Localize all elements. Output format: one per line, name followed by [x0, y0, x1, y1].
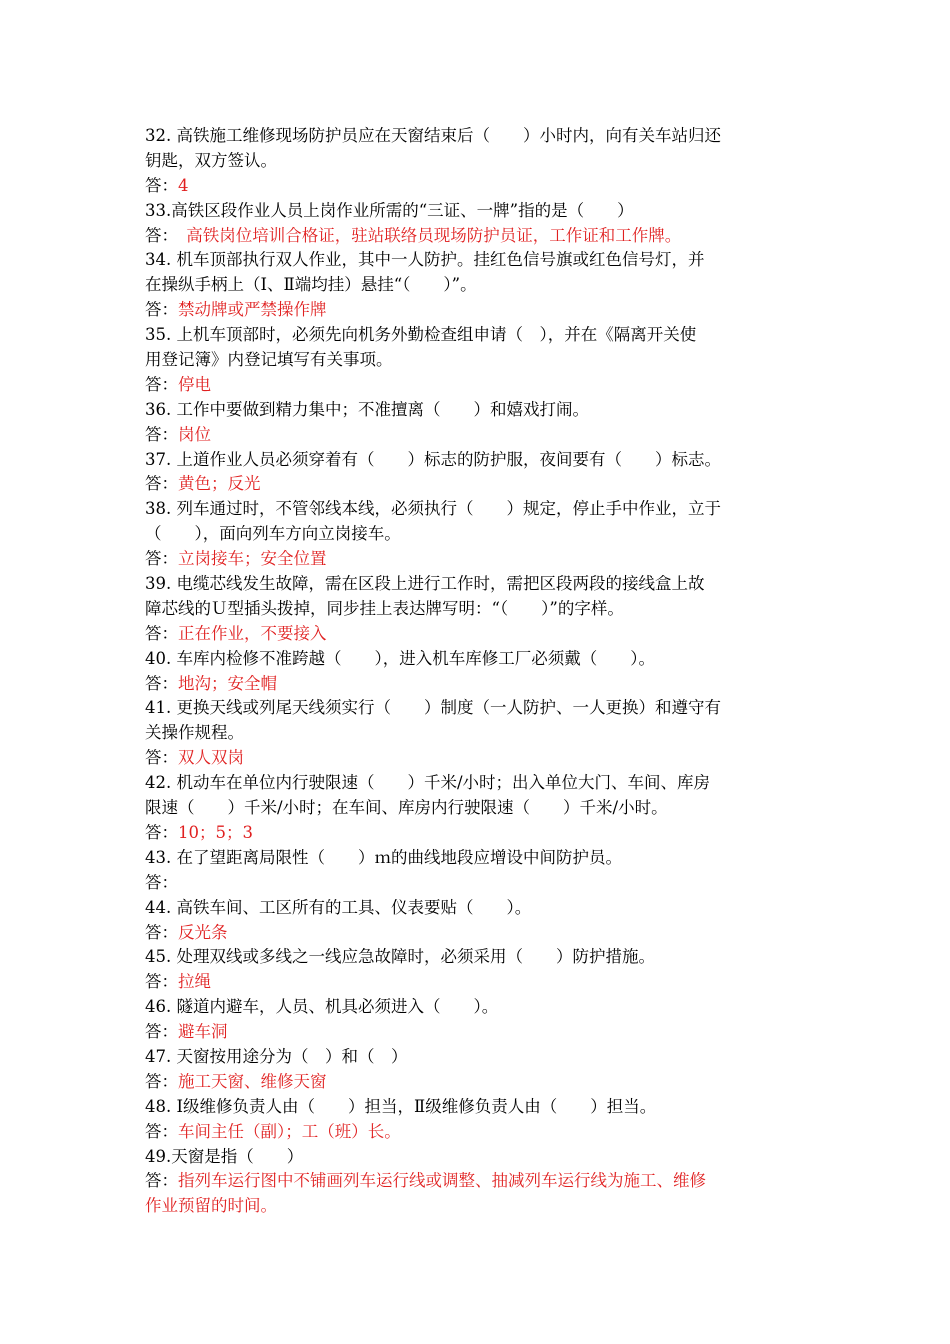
- answer-label: 答：: [145, 872, 178, 892]
- question-text: 33.高铁区段作业人员上岗作业所需的“三证、一牌”指的是（ ）: [145, 200, 634, 220]
- question-text: 42. 机动车在单位内行驶限速（ ）千米/小时；出入单位大门、车间、库房: [145, 773, 711, 793]
- question-text: 48. Ⅰ级维修负责人由（ ）担当，Ⅱ级维修负责人由（ ）担当。: [145, 1096, 657, 1116]
- answer-continuation: [145, 1194, 809, 1219]
- answer-value: 双人双岗: [178, 748, 244, 768]
- answer-label: 答：: [145, 1071, 178, 1091]
- answer-value: 反光条: [178, 922, 228, 942]
- question-33: [145, 199, 809, 249]
- answer-value: 地沟；安全帽: [178, 673, 277, 693]
- answer-value: 正在作业，不要接入: [178, 623, 327, 643]
- question-text: 45. 处理双线或多线之一线应急故障时，必须采用（ ）防护措施。: [145, 947, 655, 967]
- question-48: [145, 1095, 809, 1145]
- answer-line: [145, 298, 809, 323]
- question-42: [145, 771, 809, 846]
- answer-label: 答：: [145, 972, 178, 992]
- question-text: 44. 高铁车间、工区所有的工具、仪表要贴（ ）。: [145, 897, 532, 917]
- answer-value: 高铁岗位培训合格证，驻站联络员现场防护员证，工作证和工作牌。: [169, 225, 682, 245]
- answer-line: [145, 921, 809, 946]
- answer-label: 答：: [145, 474, 178, 494]
- question-47: [145, 1045, 809, 1095]
- question-text: 37. 上道作业人员必须穿着有（ ）标志的防护服，夜间要有（ ）标志。: [145, 449, 721, 469]
- question-text: 障芯线的Ｕ型插头拨掉，同步挂上表达牌写明：“（ ）”的字样。: [145, 598, 624, 618]
- answer-label: 答：: [145, 623, 178, 643]
- question-34: [145, 248, 809, 323]
- question-40: [145, 647, 809, 697]
- answer-label: 答：: [145, 225, 170, 245]
- answer-label: 答：: [145, 1121, 178, 1141]
- answer-label: 答：: [145, 374, 178, 394]
- answer-value: 施工天窗、维修天窗: [178, 1071, 327, 1091]
- question-46: [145, 995, 809, 1045]
- answer-label: 答：: [145, 673, 178, 693]
- answer-label: 答：: [145, 922, 178, 942]
- answer-label: 答：: [145, 1171, 178, 1191]
- answer-line: [145, 373, 809, 398]
- answer-line: [145, 423, 809, 448]
- question-text: 38. 列车通过时，不管邻线本线，必须执行（ ）规定，停止手中作业，立于: [145, 499, 721, 519]
- question-35: [145, 323, 809, 398]
- answer-value: 车间主任（副）；工（班）长。: [178, 1121, 401, 1141]
- answer-label: 答：: [145, 175, 178, 195]
- answer-value: 避车洞: [178, 1022, 228, 1042]
- question-text: 41. 更换天线或列尾天线须实行（ ）制度（一人防护、一人更换）和遵守有: [145, 698, 721, 718]
- answer-label: 答：: [145, 424, 178, 444]
- answer-value: 拉绳: [178, 972, 211, 992]
- answer-value: 禁动牌或严禁操作牌: [178, 300, 327, 320]
- question-text: 43. 在了望距离局限性（ ）ｍ的曲线地段应增设中间防护员。: [145, 847, 622, 867]
- question-39: [145, 572, 809, 647]
- answer-line: [145, 1070, 809, 1095]
- question-49: [145, 1145, 809, 1220]
- answer-label: 答：: [145, 549, 178, 569]
- question-text: 在操纵手柄上（Ⅰ、Ⅱ端均挂）悬挂“（ ）”。: [145, 275, 477, 295]
- document-page: [145, 124, 809, 1219]
- answer-line: [145, 746, 809, 771]
- question-text: 34. 机车顶部执行双人作业，其中一人防护。挂红色信号旗或红色信号灯，并: [145, 250, 705, 270]
- question-text: （ ），面向列车方向立岗接车。: [145, 524, 401, 544]
- answer-value: 停电: [178, 374, 211, 394]
- question-text: 49.天窗是指（ ）: [145, 1146, 304, 1166]
- answer-value: 10；5；3: [178, 822, 253, 842]
- question-text: 46. 隧道内避车，人员、机具必须进入（ ）。: [145, 997, 499, 1017]
- answer-line: [145, 174, 809, 199]
- question-text: 32. 高铁施工维修现场防护员应在天窗结束后（ ）小时内，向有关车站归还: [145, 126, 721, 145]
- question-text: 关操作规程。: [145, 723, 244, 743]
- answer-line: [145, 224, 809, 249]
- answer-value: 4: [178, 175, 189, 195]
- question-41: [145, 696, 809, 771]
- question-36: [145, 398, 809, 448]
- answer-line: [145, 547, 809, 572]
- question-38: [145, 497, 809, 572]
- answer-value: 黄色；反光: [178, 474, 261, 494]
- question-text: 40. 车库内检修不准跨越（ ），进入机车库修工厂必须戴（ ）。: [145, 648, 655, 668]
- question-text: 39. 电缆芯线发生故障，需在区段上进行工作时，需把区段两段的接线盒上故: [145, 574, 705, 594]
- answer-label: 答：: [145, 748, 178, 768]
- answer-line: [145, 821, 809, 846]
- answer-label: 答：: [145, 300, 178, 320]
- question-37: [145, 448, 809, 498]
- question-44: [145, 896, 809, 946]
- answer-label: 答：: [145, 822, 178, 842]
- answer-line: [145, 622, 809, 647]
- question-43: [145, 846, 809, 896]
- question-text: 47. 天窗按用途分为（ ）和（ ）: [145, 1046, 408, 1066]
- answer-line: [145, 1169, 809, 1194]
- answer-label: 答：: [145, 1022, 178, 1042]
- answer-value: 指列车运行图中不铺画列车运行线或调整、抽减列车运行线为施工、维修: [178, 1171, 706, 1191]
- answer-value: 立岗接车；安全位置: [178, 549, 327, 569]
- answer-line: [145, 472, 809, 497]
- question-text: 36. 工作中要做到精力集中；不准擅离（ ）和嬉戏打闹。: [145, 399, 589, 419]
- answer-value: 作业预留的时间。: [145, 1196, 277, 1216]
- question-text: 35. 上机车顶部时，必须先向机务外勤检查组申请（ ），并在《隔离开关使: [145, 325, 697, 345]
- question-text: 钥匙，双方签认。: [145, 150, 277, 170]
- question-text: 用登记簿》内登记填写有关事项。: [145, 350, 393, 370]
- answer-line: [145, 672, 809, 697]
- question-32: [145, 124, 809, 199]
- answer-line: [145, 1120, 809, 1145]
- answer-value: 岗位: [178, 424, 211, 444]
- answer-line: [145, 1020, 809, 1045]
- answer-line: [145, 970, 809, 995]
- question-45: [145, 945, 809, 995]
- question-text: 限速（ ）千米/小时；在车间、库房内行驶限速（ ）千米/小时。: [145, 798, 668, 818]
- answer-line: [145, 871, 809, 896]
